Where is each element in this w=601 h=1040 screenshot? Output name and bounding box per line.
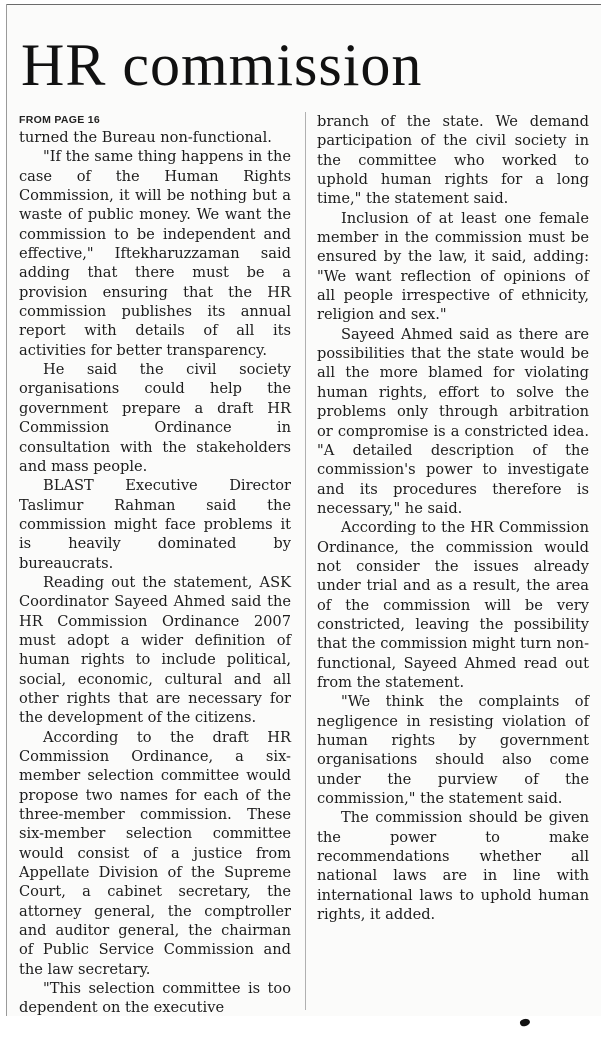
paragraph: Sayeed Ahmed said as there are possibilities that the state would be all the more blamed for violating human rights, effort to solve the problems only through arbitration or compromise is a constricted idea. "A detailed description of the commission's power to investigate and its procedures therefore is necessary," he said.: [317, 325, 589, 517]
paragraph-continued: branch of the state. We demand participation of the civil society in the committee who worked to uphold human rights for a long time," the statement said.: [317, 113, 589, 208]
paragraph: BLAST Executive Director Taslimur Rahman said the commission might face problems it is heavily dominated by bureaucrats.: [19, 477, 291, 572]
paragraph: He said the civil society organisations could help the government prepare a draft HR Commission Ordinance in consultation with the stakeholders and mass people.: [19, 361, 291, 475]
left-column: [19, 112, 291, 1018]
paragraph: "We think the complaints of negligence in resisting violation of human rights by government organisations should also come under the purview of the commission," the statement said.: [317, 693, 589, 808]
paragraph-continues: "This selection committee is too dependent on the executive: [19, 980, 291, 1017]
paragraph: "If the same thing happens in the case of the Human Rights Commission, it will be nothing but a waste of public money. We want the commission to be independent and effective," Iftekharuzzaman said adding that there must be a provision ensuring that the HR commission publishes its annual report with details of all its activities for better transparency.: [19, 148, 291, 359]
paragraph: Inclusion of at least one female member in the commission must be ensured by the law, it said, adding: "We want reflection of opinions of all people irrespective of ethnicity, religion and sex.": [317, 209, 589, 324]
paragraph: turned the Bureau non-functional.: [19, 129, 272, 146]
ink-speck: [519, 1018, 531, 1028]
paragraph: According to the HR Commission Ordinance, the commission would not consider the issues already under trial and as a result, the area of the commission will be very constricted, leaving the possibility that the commission might turn non-functional, Sayeed Ahmed read out from the statement.: [317, 519, 589, 691]
newspaper-clipping: [6, 4, 601, 1016]
paragraph: Reading out the statement, ASK Coordinator Sayeed Ahmed said the HR Commission Ordinance 2007 must adopt a wider definition of human rights to include political, social, economic, cultural and all other rights that are necessary for the development of the citizens.: [19, 573, 291, 727]
paragraph: The commission should be given the power to make recommendations whether all national laws are in line with international laws to uphold human rights, it added.: [317, 809, 589, 924]
continued-from-label: FROM PAGE 16: [19, 114, 101, 126]
paragraph: According to the draft HR Commission Ordinance, a six-member selection committee would propose two names for each of the three-member commission. These six-member selection committee would consist of a justice from Appellate Division of the Supreme Court, a cabinet secretary, the attorney general, the comptroller and auditor general, the chairman of Public Service Commission and the law secretary.: [19, 728, 291, 978]
headline: HR commission: [21, 32, 423, 98]
right-column: [317, 112, 589, 924]
column-divider: [305, 112, 306, 1010]
top-border: [7, 4, 601, 5]
